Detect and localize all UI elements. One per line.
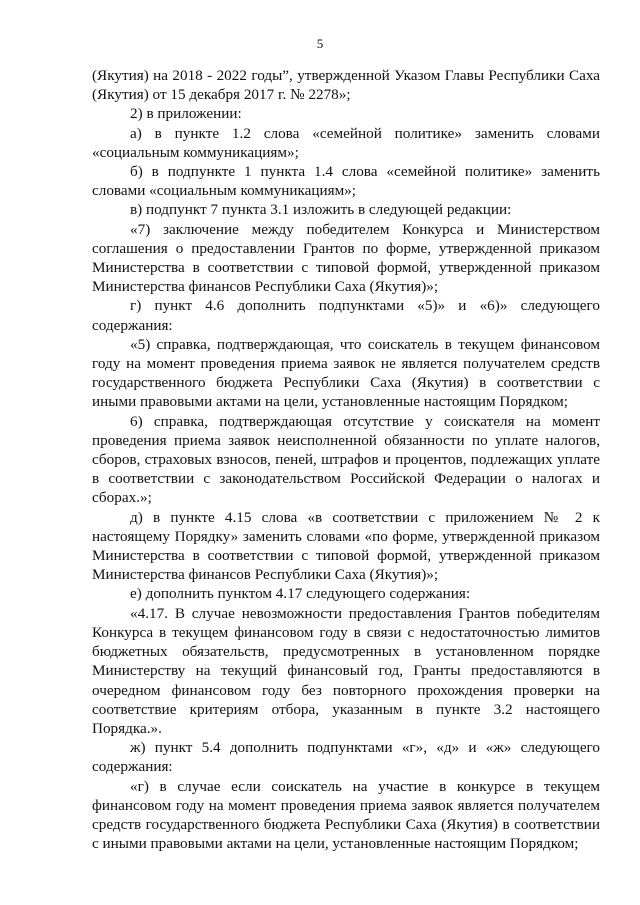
paragraph-program-reference: (Якутия) на 2018 - 2022 годы”, утвержденной Указом Главы Республики Саха (Якутия) от 15 декабря 2017 г. № 2278»;	[92, 67, 600, 104]
page-number: 5	[316, 36, 324, 51]
paragraph-appendix-heading: 2) в приложении:	[130, 105, 242, 123]
paragraph-subitem-7: «7) заключение между победителем Конкурса и Министерством соглашения о предоставлении Грантов по форме, утвержденной приказом Министерства в соответствии с типовой формой, утвержденной приказом Министерства финансов Республики Саха (Якутия)»;	[92, 220, 600, 296]
paragraph-subitem-5: «5) справка, подтверждающая, что соискатель в текущем финансовом году на момент проведения приема заявок не является получателем средств государственного бюджета Республики Саха (Якутия) в соответствии с иными правовыми актами на цели, установленные настоящим Порядком;	[92, 335, 600, 411]
paragraph-item-a: а) в пункте 1.2 слова «семейной политике» заменить словами «социальным коммуникациям»;	[92, 124, 600, 161]
paragraph-item-e: е) дополнить пунктом 4.17 следующего содержания:	[130, 585, 471, 603]
paragraph-clause-4-17: «4.17. В случае невозможности предоставления Грантов победителям Конкурса в текущем финансовом году в связи с недостаточностью лимитов бюджетных обязательств, предусмотренных в установленном порядке Министерству на текущий финансовый год, Гранты предоставляются в очередном финансовом году без повторного прохождения проверки на соответствие критериям отбора, указанным в пункте 3.2 настоящего Порядка.».	[92, 604, 600, 737]
document-body	[92, 66, 600, 853]
paragraph-item-g: г) пункт 4.6 дополнить подпунктами «5)» и «6)» следующего содержания:	[92, 297, 600, 334]
paragraph-subitem-6: 6) справка, подтверждающая отсутствие у соискателя на момент проведения приема заявок неисполненной обязанности по уплате налогов, сборов, страховых взносов, пеней, штрафов и процентов, подлежащих уплате в соответствии с законодательством Российской Федерации о налогах и сборах.»;	[92, 412, 600, 507]
paragraph-item-zh: ж) пункт 5.4 дополнить подпунктами «г», «д» и «ж» следующего содержания:	[92, 739, 600, 776]
paragraph-item-b: б) в подпункте 1 пункта 1.4 слова «семейной политике» заменить словами «социальным коммуникациям»;	[92, 163, 600, 200]
paragraph-item-v: в) подпункт 7 пункта 3.1 изложить в следующей редакции:	[130, 201, 512, 219]
paragraph-subitem-g: «г) в случае если соискатель на участие в конкурсе в текущем финансовом году на момент проведения приема заявок является получателем средств государственного бюджета Республики Саха (Якутия) в соответствии с иными правовыми актами на цели, установленные настоящим Порядком;	[92, 777, 600, 853]
paragraph-item-d: д) в пункте 4.15 слова «в соответствии с приложением № 2 к настоящему Порядку» заменить словами «по форме, утвержденной приказом Министерства в соответствии с типовой формой, утвержденной приказом Министерства финансов Республики Саха (Якутия)»;	[92, 508, 600, 584]
